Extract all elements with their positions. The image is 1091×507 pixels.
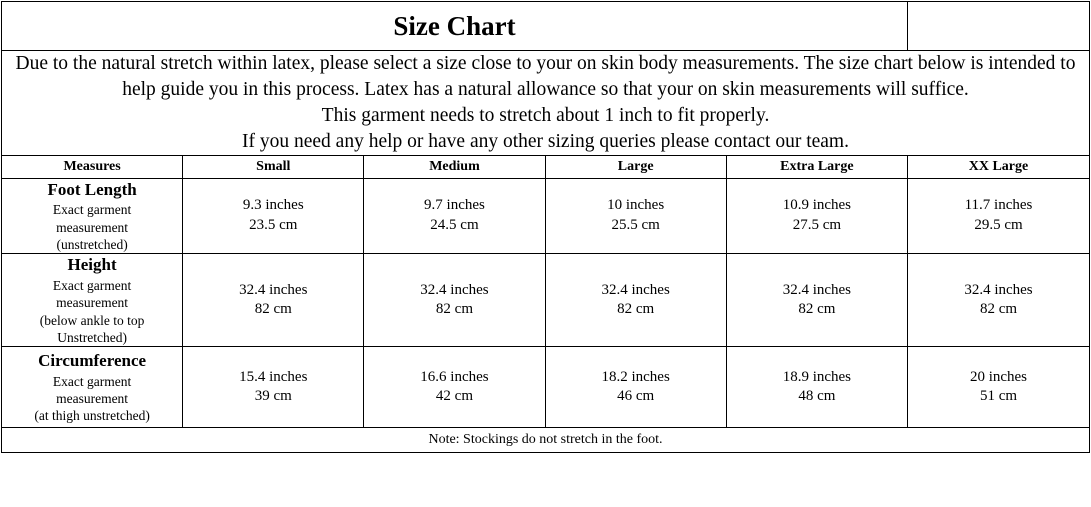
value-cm: 82 cm <box>798 301 836 318</box>
value-inches: 9.7 inches <box>424 197 485 214</box>
page-title: Size Chart <box>2 2 908 51</box>
value-inches: 20 inches <box>969 368 1028 385</box>
cell-foot-medium <box>364 178 545 254</box>
row-sub-line: Unstretched) <box>57 329 127 345</box>
value-cm: 27.5 cm <box>792 216 842 233</box>
value-cm: 23.5 cm <box>249 216 298 233</box>
cell-foot-xx-large <box>908 178 1090 254</box>
value-cm: 46 cm <box>617 388 655 405</box>
row-title: Foot Length <box>47 179 137 199</box>
row-label-foot-length <box>2 178 183 254</box>
column-header-small: Small <box>183 155 364 178</box>
column-header-large: Large <box>545 155 726 178</box>
row-sub-line: Exact garment <box>52 373 132 389</box>
cell-height-medium <box>364 254 545 347</box>
intro-paragraph-3: If you need any help or have any other sizing queries please contact our team. <box>242 130 849 152</box>
column-header-xx-large: XX Large <box>908 155 1090 178</box>
cell-circ-extra-large <box>726 347 907 428</box>
intro-row <box>2 51 1090 156</box>
value-inches: 16.6 inches <box>420 368 489 385</box>
column-header-medium: Medium <box>364 155 545 178</box>
column-header-measures: Measures <box>2 155 183 178</box>
cell-circ-small <box>183 347 364 428</box>
column-header-extra-large: Extra Large <box>726 155 907 178</box>
table-row <box>2 178 1090 254</box>
row-sub-line: measurement <box>56 390 129 406</box>
title-row <box>2 2 1090 51</box>
cell-height-large <box>545 254 726 347</box>
title-blank-cell <box>908 2 1090 51</box>
intro-paragraph-1: Due to the natural stretch within latex, please select a size close to your on skin body measurements. The size chart below is intended to help guide you in this process. Latex has a natural allowance so that your on skin measurements will suffice. <box>15 53 1076 100</box>
intro-text <box>2 51 1090 156</box>
value-inches: 11.7 inches <box>964 197 1033 214</box>
value-cm: 42 cm <box>435 388 473 405</box>
value-cm: 29.5 cm <box>974 216 1023 233</box>
value-inches: 32.4 inches <box>601 281 670 298</box>
row-sub-line: measurement <box>56 219 129 235</box>
footer-note: Note: Stockings do not stretch in the foot. <box>2 428 1090 453</box>
cell-foot-extra-large <box>726 178 907 254</box>
cell-height-small <box>183 254 364 347</box>
value-inches: 32.4 inches <box>782 281 852 298</box>
cell-height-extra-large <box>726 254 907 347</box>
value-inches: 32.4 inches <box>420 281 489 298</box>
value-inches: 32.4 inches <box>239 281 308 298</box>
row-sub-line: Exact garment <box>52 202 132 218</box>
row-title: Height <box>67 255 117 275</box>
value-cm: 82 cm <box>435 301 473 318</box>
table-row <box>2 254 1090 347</box>
value-cm: 24.5 cm <box>430 216 479 233</box>
value-inches: 10 inches <box>607 197 665 214</box>
table-header-row <box>2 155 1090 178</box>
value-inches: 9.3 inches <box>242 197 304 214</box>
row-sub-line: (at thigh unstretched) <box>34 408 150 424</box>
note-row <box>2 428 1090 453</box>
cell-circ-large <box>545 347 726 428</box>
value-inches: 15.4 inches <box>239 368 308 385</box>
value-cm: 48 cm <box>798 388 836 405</box>
value-inches: 18.9 inches <box>782 368 852 385</box>
value-inches: 10.9 inches <box>782 197 852 214</box>
value-cm: 51 cm <box>979 388 1018 405</box>
cell-foot-small <box>183 178 364 254</box>
table-row <box>2 347 1090 428</box>
row-label-circumference <box>2 347 183 428</box>
row-sub-line: measurement <box>56 295 129 311</box>
value-cm: 82 cm <box>254 301 292 318</box>
value-cm: 82 cm <box>617 301 655 318</box>
cell-circ-medium <box>364 347 545 428</box>
size-chart-table <box>1 1 1090 453</box>
value-cm: 82 cm <box>979 301 1018 318</box>
value-cm: 39 cm <box>254 388 292 405</box>
value-cm: 25.5 cm <box>611 216 660 233</box>
row-label-height <box>2 254 183 347</box>
row-sub-line: Exact garment <box>52 277 132 293</box>
value-inches: 18.2 inches <box>601 368 670 385</box>
value-inches: 32.4 inches <box>964 281 1033 298</box>
cell-foot-large <box>545 178 726 254</box>
row-sub-line: (below ankle to top <box>39 312 145 328</box>
row-sub-line: (unstretched) <box>56 236 128 252</box>
intro-paragraph-2: This garment needs to stretch about 1 inch to fit properly. <box>321 104 770 126</box>
row-title: Circumference <box>38 350 147 370</box>
cell-height-xx-large <box>908 254 1090 347</box>
cell-circ-xx-large <box>908 347 1090 428</box>
